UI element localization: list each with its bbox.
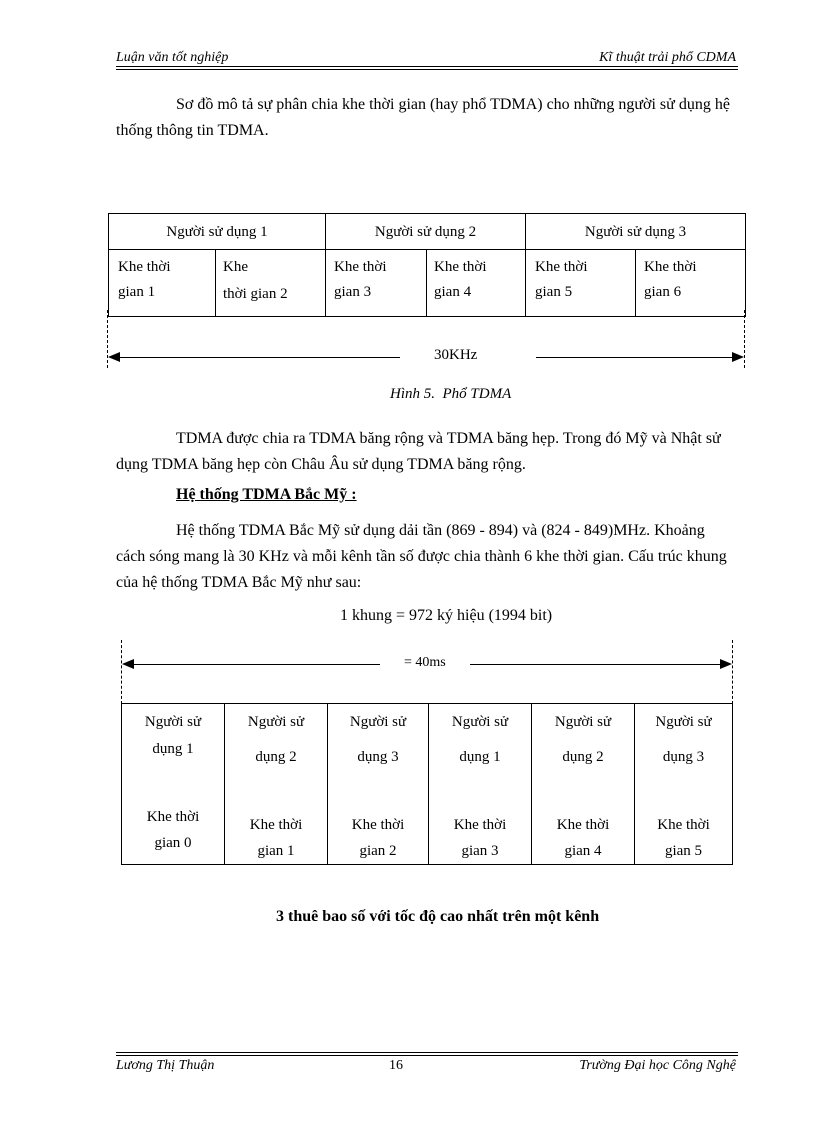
fig1-slot-cell [108,249,216,317]
fig1-bandwidth-label: 30KHz [434,347,478,363]
fig2-user-line: Người sử [451,714,509,730]
fig2-slot-cell [634,703,733,865]
header-right: Kĩ thuật trải phổ CDMA [599,50,736,65]
fig1-slot-line: Khe thời [334,259,387,275]
fig2-slot-cell [428,703,532,865]
fig1-slot-cell [426,249,526,317]
fig2-slot-line: gian 1 [257,843,295,859]
fig1-arrow-line-left [118,357,400,358]
section-heading: Hệ thống TDMA Bắc Mỹ : [176,486,357,503]
fig1-slot-line: Khe thời [535,259,588,275]
fig1-slot-line: gian 3 [334,284,372,300]
header-left: Luận văn tốt nghiệp [116,50,229,65]
page-number: 16 [389,1058,403,1073]
fig2-user-line: Người sử [554,714,612,730]
fig2-caption: 3 thuê bao số với tốc độ cao nhất trên một kênh [276,908,600,925]
fig1-user-cell [525,213,746,250]
footer-author: Lương Thị Thuận [116,1058,215,1073]
fig2-slot-line: Khe thời [657,817,710,833]
fig1-slot-line: Khe thời [434,259,487,275]
footer-rule-2 [116,1055,738,1056]
header-rule-2 [116,69,738,70]
fig2-slot-line: gian 4 [564,843,602,859]
fig2-duration-label: = 40ms [404,655,446,670]
fig2-arrow-line-left [132,664,380,665]
fig2-right-tick [732,640,733,704]
fig1-slot-cell [215,249,326,317]
fig2-user-line: dụng 3 [357,749,399,765]
fig1-user-cell [325,213,526,250]
fig2-user-line: dụng 1 [152,741,194,757]
fig1-user-cell [108,213,326,250]
fig1-slot-line: Khe [223,259,248,275]
header-rule [116,66,738,67]
fig2-slot-cell [531,703,635,865]
paragraph-na-tdma: Hệ thống TDMA Bắc Mỹ sử dụng dải tần (869 - 894) và (824 - 849)MHz. Khoảng cách sóng mang là 30 KHz và mỗi kênh tần số được chia thành 6 khe thời gian. Cấu trúc khung của hệ thống TDMA Bắc Mỹ như sau: [116,522,727,591]
fig2-slot-line: Khe thời [146,809,200,825]
arrow-right-icon [732,352,744,362]
fig1-slot-cell [325,249,427,317]
fig2-user-line: Người sử [655,714,712,730]
fig1-user-label: Người sử dụng 3 [584,224,687,240]
fig2-slot-line: gian 2 [359,843,397,859]
fig2-slot-line: gian 5 [664,843,703,859]
fig2-slot-cell [121,703,225,865]
fig2-user-line: dụng 2 [562,749,604,765]
fig2-user-line: dụng 3 [662,749,705,765]
fig1-caption: Hình 5. Phổ TDMA [390,386,512,402]
intro-paragraph: Sơ đồ mô tả sự phân chia khe thời gian (hay phổ TDMA) cho những người sử dụng hệ thống thông tin TDMA. [116,96,730,139]
fig1-slot-line: gian 5 [535,284,573,300]
fig2-slot-line: gian 3 [461,843,499,859]
fig1-slot-line: gian 6 [644,284,682,300]
fig1-slot-line: gian 1 [118,284,156,300]
paragraph-tdma-types: TDMA được chia ra TDMA băng rộng và TDMA băng hẹp. Trong đó Mỹ và Nhật sử dụng TDMA băng hẹp còn Châu Âu sử dụng TDMA băng rộng. [116,430,721,473]
fig1-slot-line: thời gian 2 [223,286,288,302]
footer-rule [116,1052,738,1053]
fig1-slot-line: Khe thời [118,259,171,275]
fig2-arrow-line-right [470,664,720,665]
fig2-slot-cell [327,703,429,865]
arrow-right-icon [720,659,732,669]
fig2-user-line: dụng 2 [255,749,297,765]
fig1-slot-cell [635,249,746,317]
fig2-slot-line: Khe thời [556,817,610,833]
fig1-user-label: Người sử dụng 2 [374,224,477,240]
fig1-slot-cell [525,249,636,317]
fig1-slot-line: gian 4 [434,284,472,300]
fig2-left-tick [121,640,122,704]
fig1-right-tick [744,310,745,368]
frame-label: 1 khung = 972 ký hiệu (1994 bit) [340,607,553,624]
fig2-slot-line: gian 0 [154,835,192,851]
fig1-arrow-line-right [536,357,732,358]
fig2-user-line: Người sử [349,714,407,730]
fig1-user-label: Người sử dụng 1 [166,224,268,240]
fig2-user-line: dụng 1 [459,749,501,765]
fig2-slot-line: Khe thời [453,817,507,833]
fig2-slot-cell [224,703,328,865]
footer-university: Trường Đại học Công Nghệ [579,1058,736,1073]
fig2-slot-line: Khe thời [249,817,303,833]
fig1-slot-line: Khe thời [644,259,697,275]
fig2-slot-line: Khe thời [351,817,405,833]
fig2-user-line: Người sử [247,714,305,730]
fig2-user-line: Người sử [144,714,202,730]
